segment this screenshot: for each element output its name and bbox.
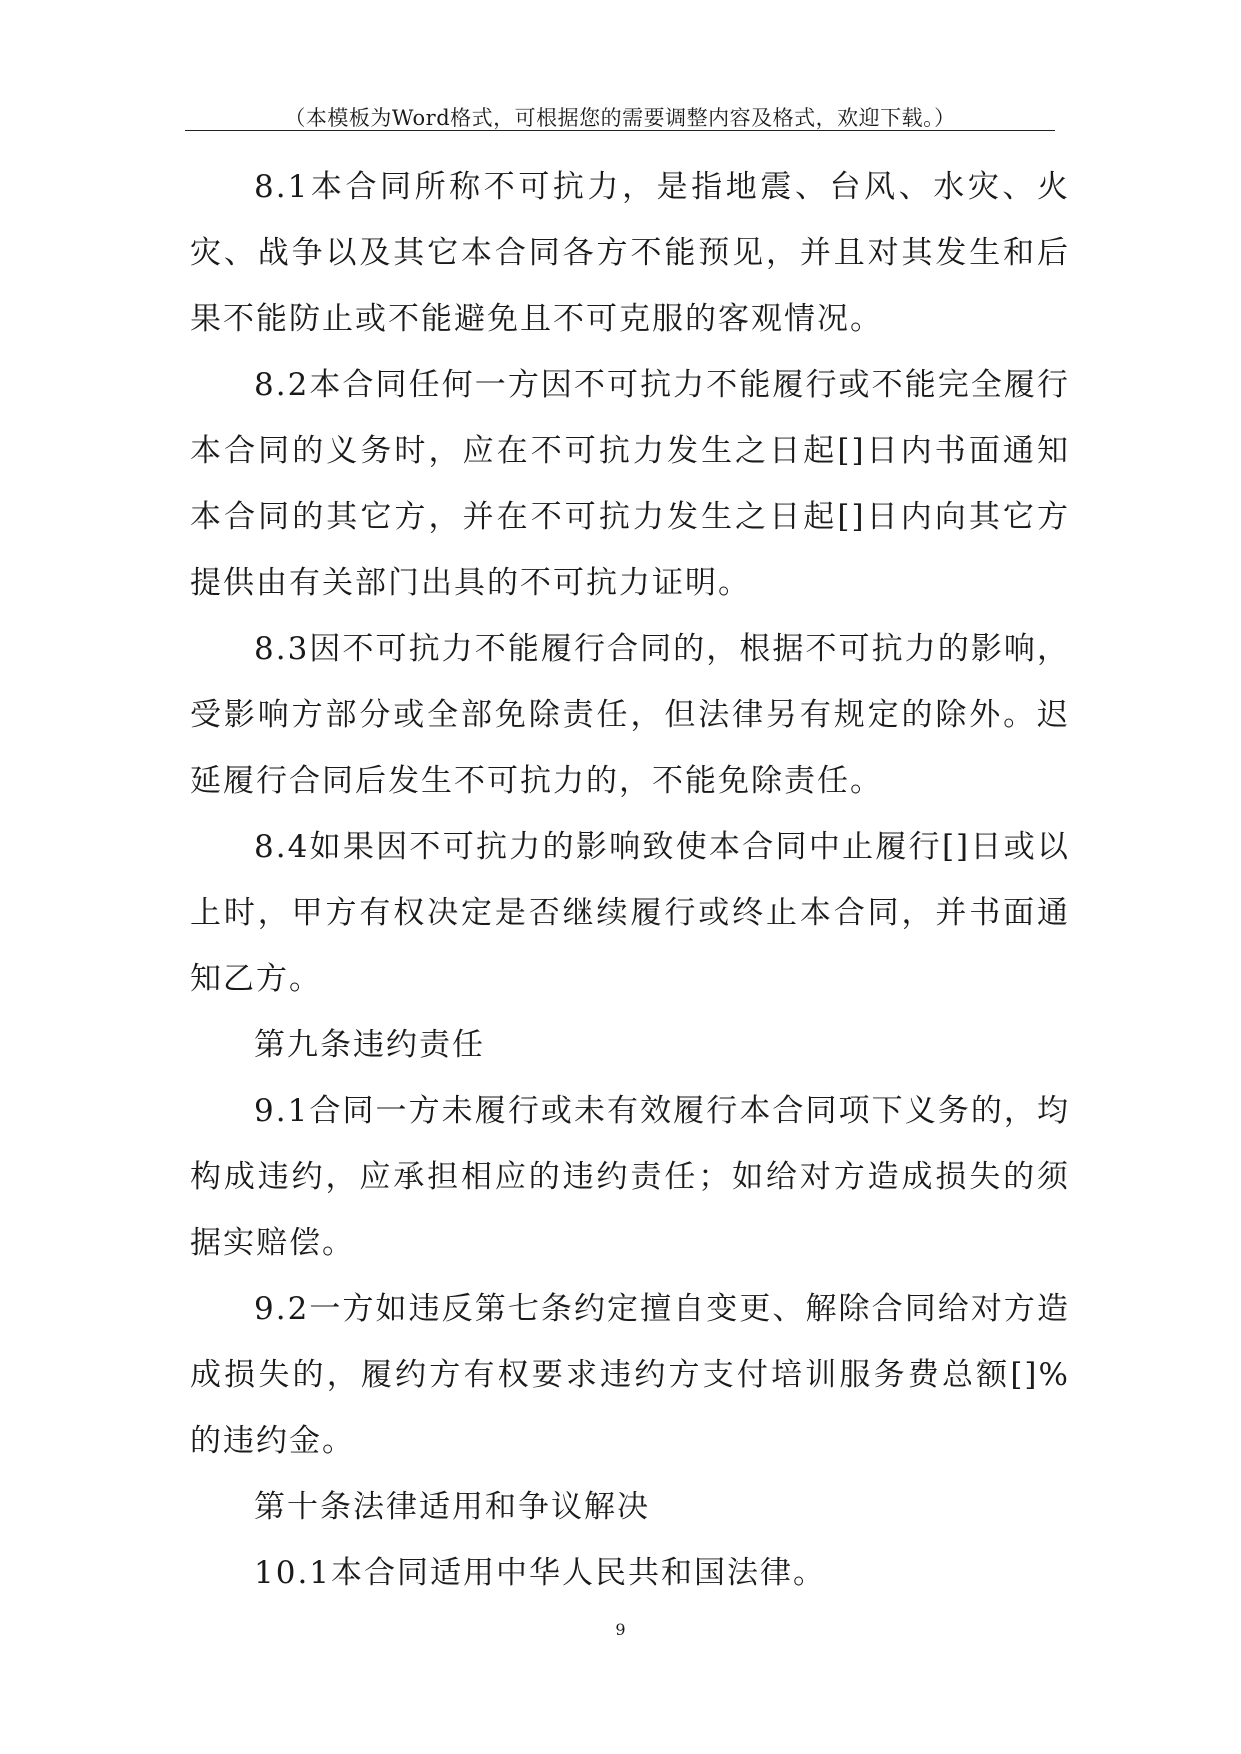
header-divider — [185, 130, 1055, 131]
clause-8-4: 8.4如果因不可抗力的影响致使本合同中止履行[]日或以上时，甲方有权决定是否继续履行或终止本合同，并书面通知乙方。 — [190, 829, 1070, 997]
template-notice: （本模板为Word格式，可根据您的需要调整内容及格式，欢迎下载。） — [284, 106, 956, 130]
clause-8-1: 8.1本合同所称不可抗力，是指地震、台风、水灾、火灾、战争以及其它本合同各方不能预见，并且对其发生和后果不能防止或不能避免且不可克服的客观情况。 — [190, 169, 1070, 337]
clause-8-3: 8.3因不可抗力不能履行合同的，根据不可抗力的影响，受影响方部分或全部免除责任，但法律另有规定的除外。迟延履行合同后发生不可抗力的，不能免除责任。 — [190, 631, 1070, 799]
clause-10-1: 10.1本合同适用中华人民共和国法律。 — [254, 1555, 827, 1591]
article-10-heading: 第十条法律适用和争议解决 — [254, 1489, 650, 1525]
article-9-heading: 第九条违约责任 — [254, 1027, 485, 1063]
page-number: 9 — [615, 1620, 626, 1639]
document-body — [190, 154, 1070, 1606]
clause-9-2: 9.2一方如违反第七条约定擅自变更、解除合同给对方造成损失的，履约方有权要求违约方支付培训服务费总额[]%的违约金。 — [190, 1291, 1070, 1459]
clause-9-1: 9.1合同一方未履行或未有效履行本合同项下义务的，均构成违约，应承担相应的违约责任；如给对方造成损失的须据实赔偿。 — [190, 1093, 1070, 1261]
clause-8-2: 8.2本合同任何一方因不可抗力不能履行或不能完全履行本合同的义务时，应在不可抗力发生之日起[]日内书面通知本合同的其它方，并在不可抗力发生之日起[]日内向其它方提供由有关部门出具的不可抗力证明。 — [190, 367, 1070, 601]
